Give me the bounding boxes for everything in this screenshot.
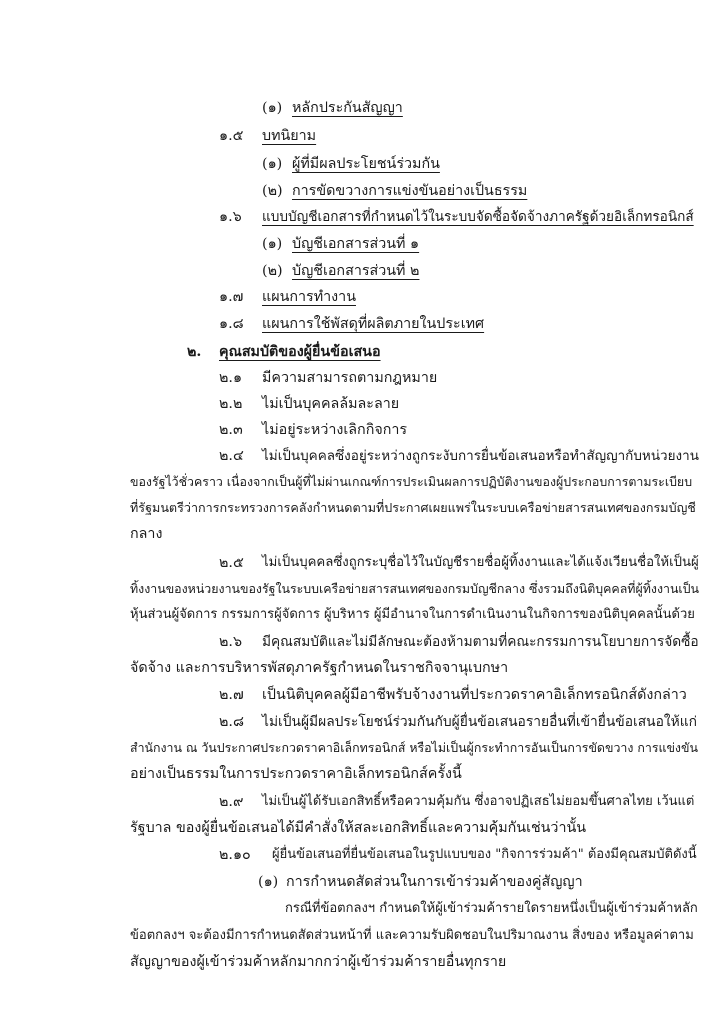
toc-item-work-plan: แผนการทำงาน — [262, 289, 356, 305]
toc-num: (๑) — [262, 236, 283, 252]
item-num: ๒.๘ — [219, 714, 244, 730]
item-num: ๒.๕ — [219, 555, 244, 571]
item-text: เป็นนิติบุคคลผู้มีอาชีพรับจ้างงานที่ประกวดราคาอิเล็กทรอนิกส์ดังกล่าว — [262, 687, 687, 703]
item-text: ที่รัฐมนตรีว่าการกระทรวงการคลังกำหนดตามที่ประกาศเผยแพร่ในระบบเครือข่ายสารสนเทศของกรมบัญชี — [130, 500, 696, 515]
toc-item-domestic-supplies-plan: แผนการใช้พัสดุที่ผลิตภายในประเทศ — [262, 316, 485, 332]
toc-item-document-part-1: บัญชีเอกสารส่วนที่ ๑ — [292, 236, 420, 252]
toc-num: ๑.๖ — [219, 209, 242, 225]
toc-item-document-part-2: บัญชีเอกสารส่วนที่ ๒ — [292, 263, 420, 279]
toc-item-obstruct-competition: การขัดขวางการแข่งขันอย่างเป็นธรรม — [292, 183, 528, 199]
item-text: ผู้ยื่นข้อเสนอที่ยื่นข้อเสนอในรูปแบบของ "กิจการร่วมค้า" ต้องมีคุณสมบัติดังนี้ — [272, 847, 697, 862]
item-text: ไม่เป็นผู้มีผลประโยชน์ร่วมกันกับผู้ยื่นข้อเสนอรายอื่นที่เข้ายื่นข้อเสนอให้แก่ — [262, 714, 697, 730]
toc-item-definitions: บทนิยาม — [262, 128, 317, 144]
item-text: ไม่เป็นผู้ได้รับเอกสิทธิ์หรือความคุ้มกัน ซึ่งอาจปฏิเสธไม่ยอมขึ้นศาลไทย เว้นแต่ — [262, 794, 695, 809]
toc-item-contract-guarantee: หลักประกันสัญญา — [292, 100, 403, 116]
item-text: กลาง — [130, 526, 163, 542]
section-number: ๒. — [187, 344, 202, 360]
toc-num: (๑) — [262, 100, 283, 116]
item-text: ไม่เป็นบุคคลล้มละลาย — [262, 396, 400, 412]
item-text: อย่างเป็นธรรมในการประกวดราคาอิเล็กทรอนิกส์ครั้งนี้ — [130, 766, 462, 782]
item-text: มีคุณสมบัติและไม่มีลักษณะต้องห้ามตามที่คณะกรรมการนโยบายการจัดซื้อ — [262, 634, 699, 650]
toc-num: ๑.๕ — [219, 128, 244, 144]
item-num: ๒.๔ — [219, 448, 244, 464]
item-text: ไม่อยู่ระหว่างเลิกกิจการ — [262, 422, 408, 438]
item-text: กรณีที่ข้อตกลงฯ กำหนดให้ผู้เข้าร่วมค้ารายใดรายหนึ่งเป็นผู้เข้าร่วมค้าหลัก — [285, 901, 698, 916]
toc-num: ๑.๘ — [219, 316, 244, 332]
item-text: ข้อตกลงฯ จะต้องมีการกำหนดสัดส่วนหน้าที่ และความรับผิดชอบในปริมาณงาน สิ่งของ หรือมูลค่าตาม — [130, 928, 694, 943]
item-text: มีความสามารถตามกฎหมาย — [262, 370, 438, 386]
item-num: ๒.๗ — [219, 687, 244, 703]
toc-num: (๒) — [262, 183, 283, 199]
item-text: ทิ้งงานของหน่วยงานของรัฐในระบบเครือข่ายสารสนเทศของกรมบัญชีกลาง ซึ่งรวมถึงนิติบุคคลที่ผู้ทิ้งงานเป็น — [130, 581, 699, 596]
section-title: คุณสมบัติของผู้ยื่นข้อเสนอ — [219, 344, 381, 360]
item-text: หุ้นส่วนผู้จัดการ กรรมการผู้จัดการ ผู้บริหาร ผู้มีอำนาจในการดำเนินงานในกิจการของนิติบุคคลนั้นด้วย — [130, 607, 695, 622]
toc-item-document-list-form: แบบบัญชีเอกสารที่กำหนดไว้ในระบบจัดซื้อจัดจ้างภาครัฐด้วยอิเล็กทรอนิกส์ — [262, 209, 694, 225]
item-num: ๒.๖ — [219, 634, 243, 650]
item-text: รัฐบาล ของผู้ยื่นข้อเสนอได้มีคำสั่งให้สละเอกสิทธิ์และความคุ้มกันเช่นว่านั้น — [130, 820, 587, 836]
item-num: ๒.๓ — [219, 422, 243, 438]
item-num: ๒.๒ — [219, 396, 243, 412]
toc-num: (๒) — [262, 263, 283, 279]
toc-num: (๑) — [262, 156, 283, 172]
sub-item-num: (๑) — [258, 874, 279, 890]
toc-num: ๑.๗ — [219, 289, 244, 305]
toc-item-joint-interest: ผู้ที่มีผลประโยชน์ร่วมกัน — [292, 156, 440, 172]
item-text: สัญญาของผู้เข้าร่วมค้าหลักมากกว่าผู้เข้าร่วมค้ารายอื่นทุกราย — [130, 954, 507, 970]
item-text: ไม่เป็นบุคคลซึ่งถูกระบุชื่อไว้ในบัญชีรายชื่อผู้ทิ้งงานและได้แจ้งเวียนชื่อให้เป็นผู้ — [262, 555, 699, 570]
item-num: ๒.๑ — [219, 370, 243, 386]
item-text: จัดจ้าง และการบริหารพัสดุภาครัฐกำหนดในราชกิจจานุเบกษา — [130, 660, 509, 676]
item-text: ของรัฐไว้ชั่วคราว เนื่องจากเป็นผู้ที่ไม่ผ่านเกณฑ์การประเมินผลการปฏิบัติงานของผู้ประกอบการตามระเบียบ — [130, 474, 693, 489]
item-num: ๒.๑๐ — [219, 847, 251, 863]
item-text: สำนักงาน ณ วันประกาศประกวดราคาอิเล็กทรอนิกส์ หรือไม่เป็นผู้กระทำการอันเป็นการขัดขวาง การแข่งขัน — [130, 740, 698, 755]
sub-item-title: การกำหนดสัดส่วนในการเข้าร่วมค้าของคู่สัญญา — [286, 874, 583, 890]
item-text: ไม่เป็นบุคคลซึ่งอยู่ระหว่างถูกระงับการยื่นข้อเสนอหรือทำสัญญากับหน่วยงาน — [262, 448, 699, 464]
item-num: ๒.๙ — [219, 794, 244, 810]
